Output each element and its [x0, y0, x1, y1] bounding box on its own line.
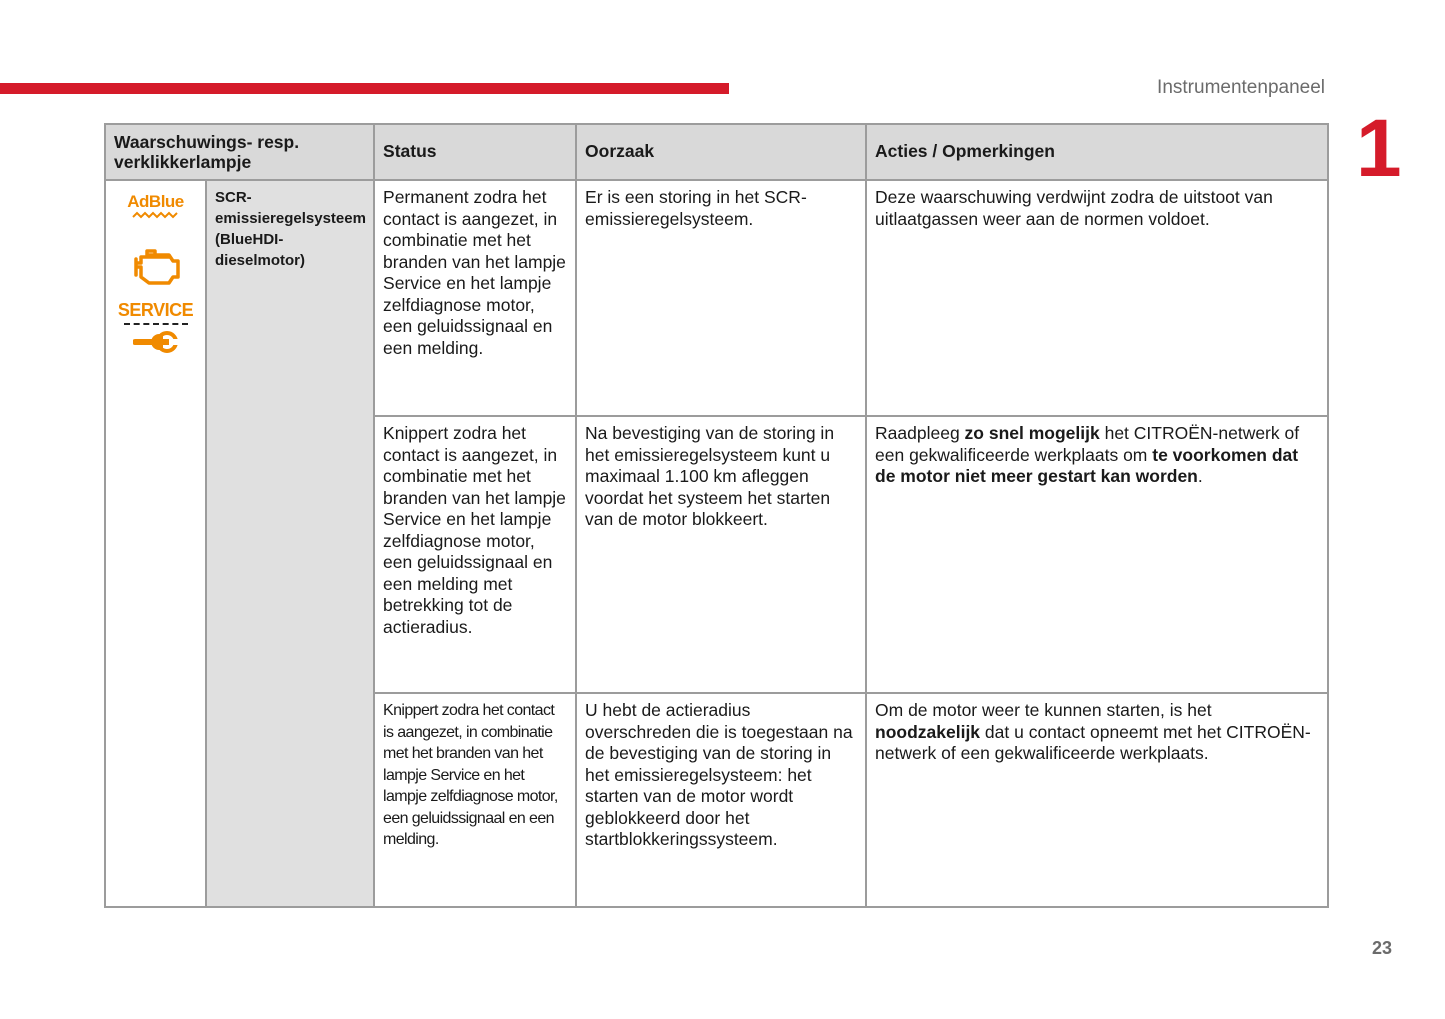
action-text: Raadpleeg [875, 423, 965, 443]
action-cell [866, 693, 1328, 907]
lamp-icons-cell [105, 180, 206, 907]
action-cell [866, 180, 1328, 416]
adblue-waves-icon [132, 211, 180, 219]
action-text: Om de motor weer te kunnen starten, is het [875, 700, 1212, 720]
lamp-name: SCR-emissieregelsysteem (BlueHDI-dieselmotor) [206, 180, 374, 907]
column-header-cause: Oorzaak [576, 124, 866, 180]
action-text: dat u contact opneemt met het CITROËN-netwerk of een gekwalificeerde werkplaats. [875, 721, 1311, 763]
status-cell: Knippert zodra het contact is aangezet, in combinatie met het branden van het lampje Service en het lampje zelfdiagnose motor, een geluidssignaal en een melding. [374, 693, 576, 907]
cause-cell: Na bevestiging van de storing in het emissieregelsysteem kunt u maximaal 1.100 km afleggen voordat het systeem het starten van de motor blokkeert. [576, 416, 866, 693]
table-row [105, 180, 1328, 416]
status-cell: Knippert zodra het contact is aangezet, in combinatie met het branden van het lampje Service en het lampje zelfdiagnose motor, een geluidssignaal en een melding met betrekking tot de actieradius. [374, 416, 576, 693]
engine-icon [131, 247, 181, 287]
page-number: 23 [1372, 938, 1393, 958]
cause-cell: U hebt de actieradius overschreden die is toegestaan na de bevestiging van de storing in het emissieregelsysteem: het starten van de motor wordt geblokkeerd door het startblokkeringssysteem. [576, 693, 866, 907]
action-emphasis: te voorkomen dat de motor niet meer gestart kan worden [875, 444, 1299, 486]
header-accent-bar [0, 83, 729, 94]
column-header-actions: Acties / Opmerkingen [866, 124, 1328, 180]
service-icon: SERVICE [117, 300, 194, 320]
icon-divider [124, 323, 188, 325]
adblue-icon: AdBlue [127, 192, 184, 211]
cause-cell: Er is een storing in het SCR-emissieregelsysteem. [576, 180, 866, 416]
section-title: Instrumentenpaneel [1157, 77, 1325, 98]
status-cell: Permanent zodra het contact is aangezet, in combinatie met het branden van het lampje Service en het lampje zelfdiagnose motor, een geluidssignaal en een melding. [374, 180, 576, 416]
chapter-number: 1 [1356, 103, 1402, 194]
action-text: . [1197, 466, 1203, 486]
column-header-lamp: Waarschuwings- resp. verklikkerlampje [105, 124, 374, 180]
warning-lamp-table [104, 123, 1329, 908]
action-emphasis: noodzakelijk [875, 721, 981, 742]
table-header-row [105, 124, 1328, 180]
column-header-status: Status [374, 124, 576, 180]
wrench-icon [133, 331, 179, 353]
action-cell [866, 416, 1328, 693]
action-text: Deze waarschuwing verdwijnt zodra de uitstoot van uitlaatgassen weer aan de normen voldoet. [875, 187, 1273, 229]
action-text: het CITROËN-netwerk of een gekwalificeerde werkplaats om [875, 423, 1300, 465]
action-emphasis: zo snel mogelijk [964, 423, 1100, 443]
